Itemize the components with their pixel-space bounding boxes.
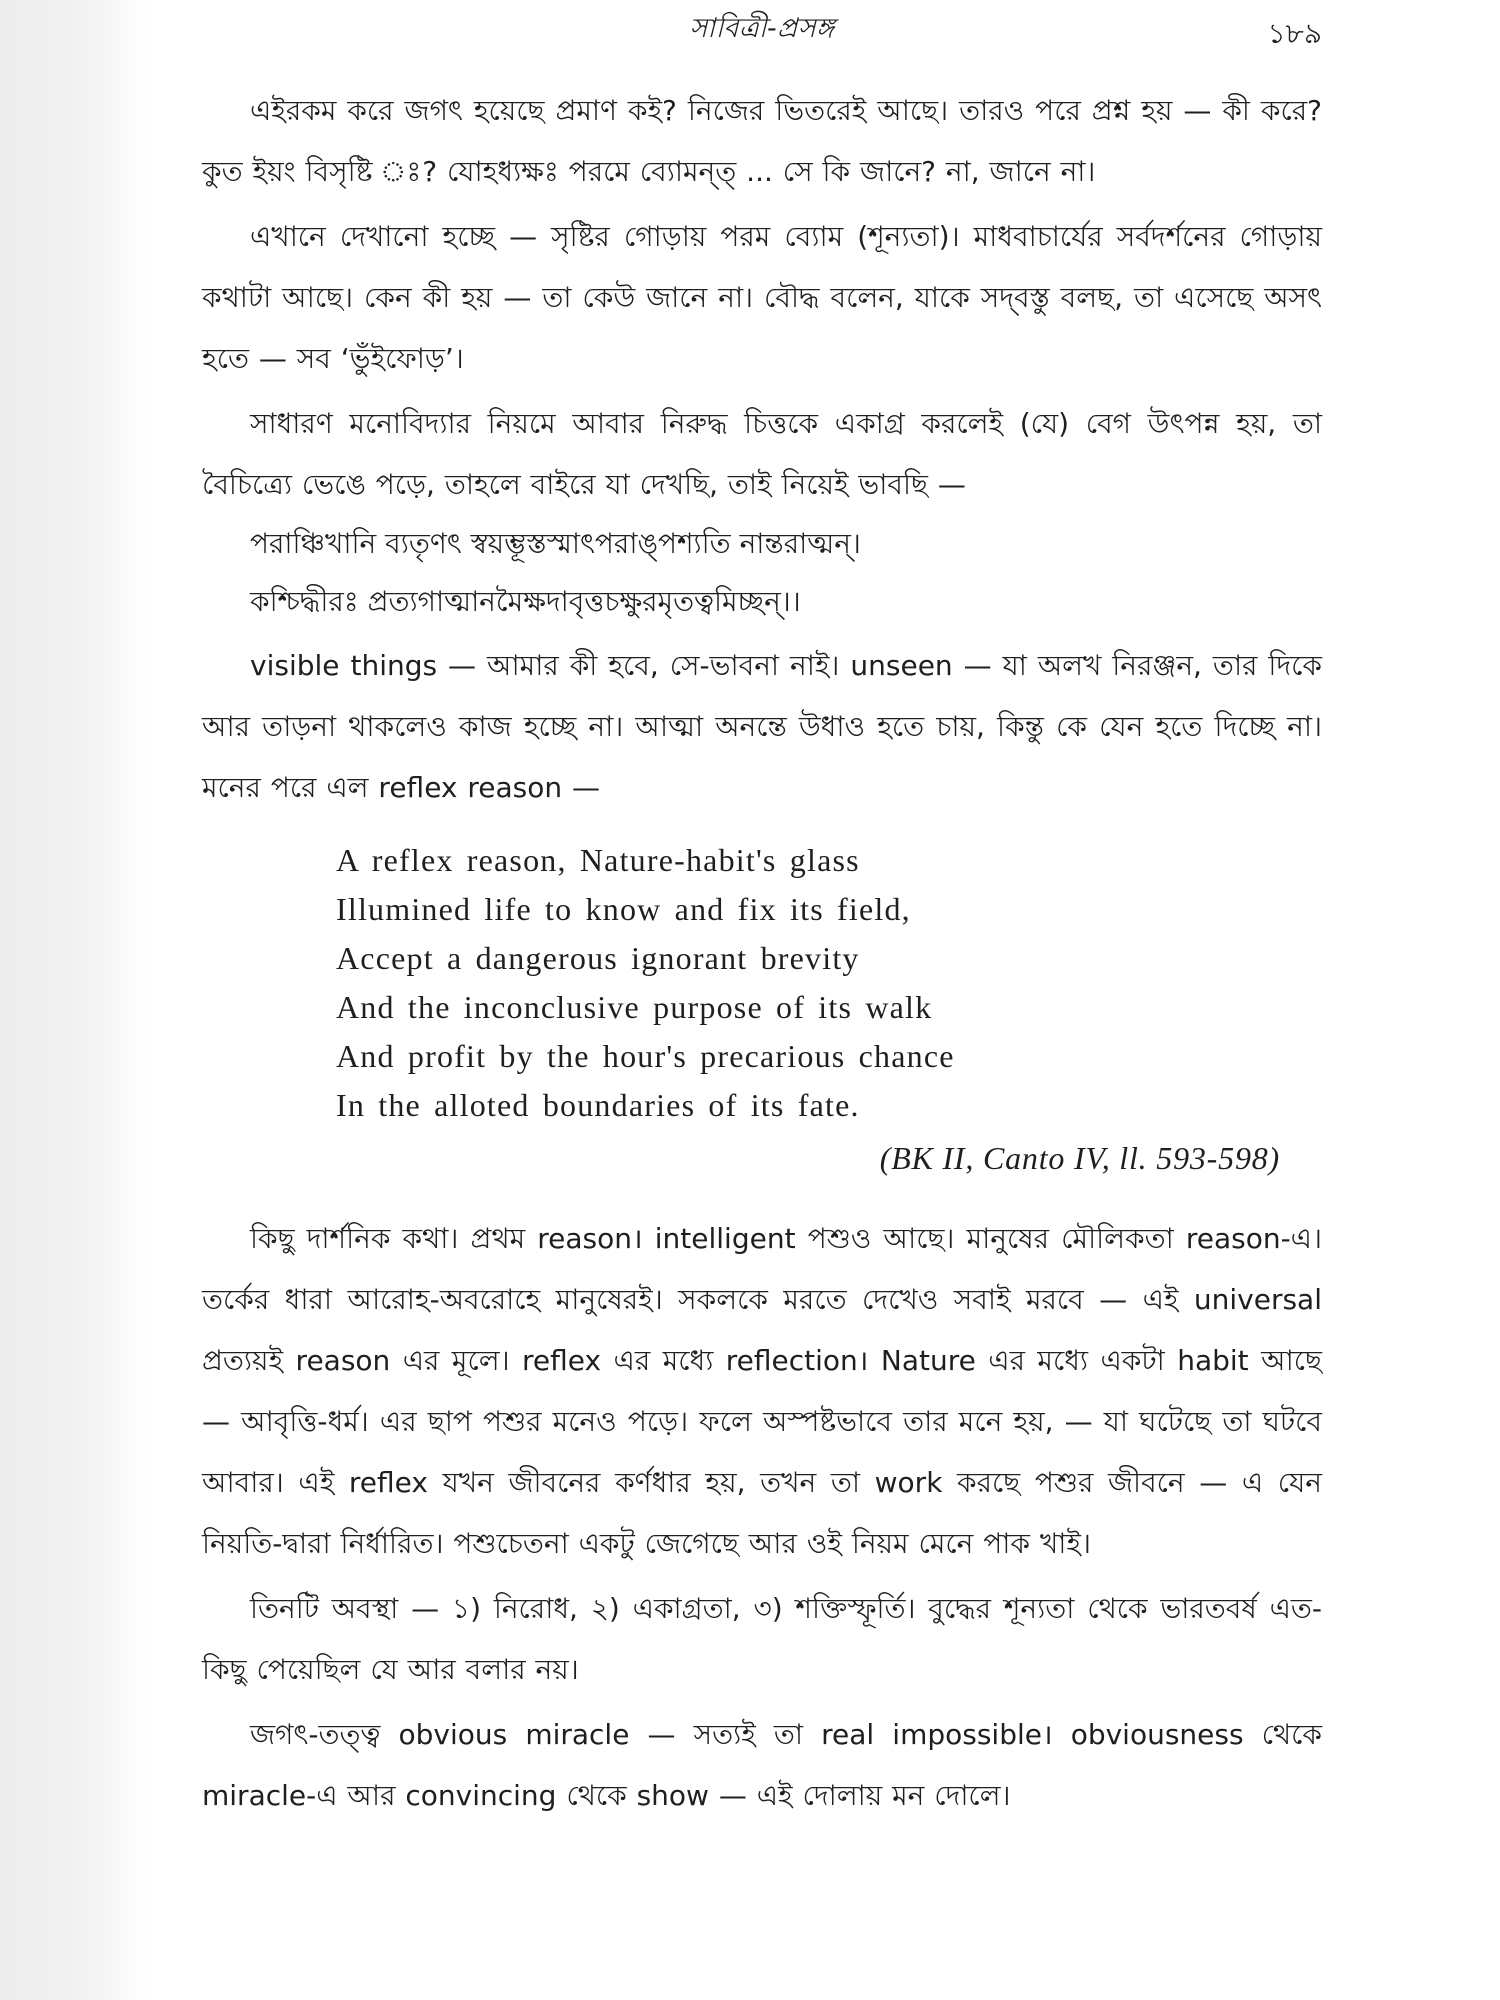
poem-quote xyxy=(336,836,1322,1186)
quote-line-4: And the inconclusive purpose of its walk xyxy=(336,989,933,1025)
quote-line-2: Illumined life to know and fix its field, xyxy=(336,891,911,927)
quote-citation: (BK II, Canto IV, ll. 593-598) xyxy=(879,1140,1280,1176)
quote-line-6: In the alloted boundaries of its fate. xyxy=(336,1087,860,1123)
paragraph-after-1: কিছু দার্শনিক কথা। প্রথম reason। intelligent পশুও আছে। মানুষের মৌলিকতা reason-এ। তর্কের ধারা আরোহ-অবরোহে মানুষেরই। সকলকে মরতে দেখেও সবাই মরবে — এই universal প্রত্যয়ই reason এর মূলে। reflex এর মধ্যে reflection। Nature এর মধ্যে একটা habit আছে — আবৃত্তি-ধর্ম। এর ছাপ পশুর মনেও পড়ে। ফলে অস্পষ্টভাবে তার মনে হয়, — যা ঘটেছে তা ঘটবে আবার। এই reflex যখন জীবনের কর্ণধার হয়, তখন তা work করছে পশুর জীবনে — এ যেন নিয়তি-দ্বারা নির্ধারিত। পশুচেতনা একটু জেগেছে আর ওই নিয়ম মেনে পাক খাই। xyxy=(202,1222,1322,1560)
after-quote-section xyxy=(202,1208,1322,1826)
paragraph-3: সাধারণ মনোবিদ্যার নিয়মে আবার নিরুদ্ধ চিত্তকে একাগ্র করলেই (যে) বেগ উৎপন্ন হয়, তা বৈচিত্র্যে ভেঙে পড়ে, তাহলে বাইরে যা দেখছি, তাই নিয়েই ভাবছি — xyxy=(202,407,1322,501)
page-gutter-shadow xyxy=(0,0,150,2000)
paragraph-1: এইরকম করে জগৎ হয়েছে প্রমাণ কই? নিজের ভিতরেই আছে। তারও পরে প্রশ্ন হয় — কী করে? কুত ইয়ং বিসৃষ্টি ঃ? যোহধ্যক্ষঃ পরমে ব্যোমন্ত্ ... সে কি জানে? না, জানে না। xyxy=(202,94,1322,188)
running-head xyxy=(202,8,1322,48)
book-page xyxy=(202,0,1322,2000)
paragraph-2: এখানে দেখানো হচ্ছে — সৃষ্টির গোড়ায় পরম ব্যোম (শূন্যতা)। মাধবাচার্যের সর্বদর্শনের গোড়ায় কথাটা আছে। কেন কী হয় — তা কেউ জানে না। বৌদ্ধ বলেন, যাকে সদ্‌বস্তু বলছ, তা এসেছে অসৎ হতে — সব ‘ভুঁইফোড়’। xyxy=(202,220,1322,375)
quote-line-3: Accept a dangerous ignorant brevity xyxy=(336,940,860,976)
body-text xyxy=(202,80,1322,1826)
quote-line-5: And profit by the hour's precarious chance xyxy=(336,1038,955,1074)
paragraph-after-2: তিনটি অবস্থা — ১) নিরোধ, ২) একাগ্রতা, ৩) শক্তিস্ফূর্তি। বুদ্ধের শূন্যতা থেকে ভারতবর্ষ এত-কিছু পেয়েছিল যে আর বলার নয়। xyxy=(202,1592,1322,1686)
paragraph-before-quote: visible things — আমার কী হবে, সে-ভাবনা নাই। unseen — যা অলখ নিরঞ্জন, তার দিকে আর তাড়না থাকলেও কাজ হচ্ছে না। আত্মা অনন্তে উধাও হতে চায়, কিন্তু কে যেন হতে দিচ্ছে না। মনের পরে এল reflex reason — xyxy=(202,649,1322,804)
sanskrit-verse-line-1: পরাঞ্চিখানি ব্যতৃণৎ স্বয়ম্ভূস্তস্মাৎপরাঙ্‌পশ্যতি নান্তরাত্মন্। xyxy=(250,527,861,560)
page-number: ১৮৯ xyxy=(1267,17,1322,50)
running-title: সাবিত্রী-প্রসঙ্গ xyxy=(689,13,835,44)
paragraph-after-3: জগৎ-তত্ত্ব obvious miracle — সত্যই তা real impossible। obviousness থেকে miracle-এ আর convincing থেকে show — এই দোলায় মন দোলে। xyxy=(202,1718,1322,1812)
quote-line-1: A reflex reason, Nature-habit's glass xyxy=(336,842,860,878)
sanskrit-verse-line-2: কশ্চিদ্ধীরঃ প্রত্যগাত্মানমৈক্ষদাবৃত্তচক্ষুরমৃতত্বমিচ্ছন্।। xyxy=(250,585,801,618)
